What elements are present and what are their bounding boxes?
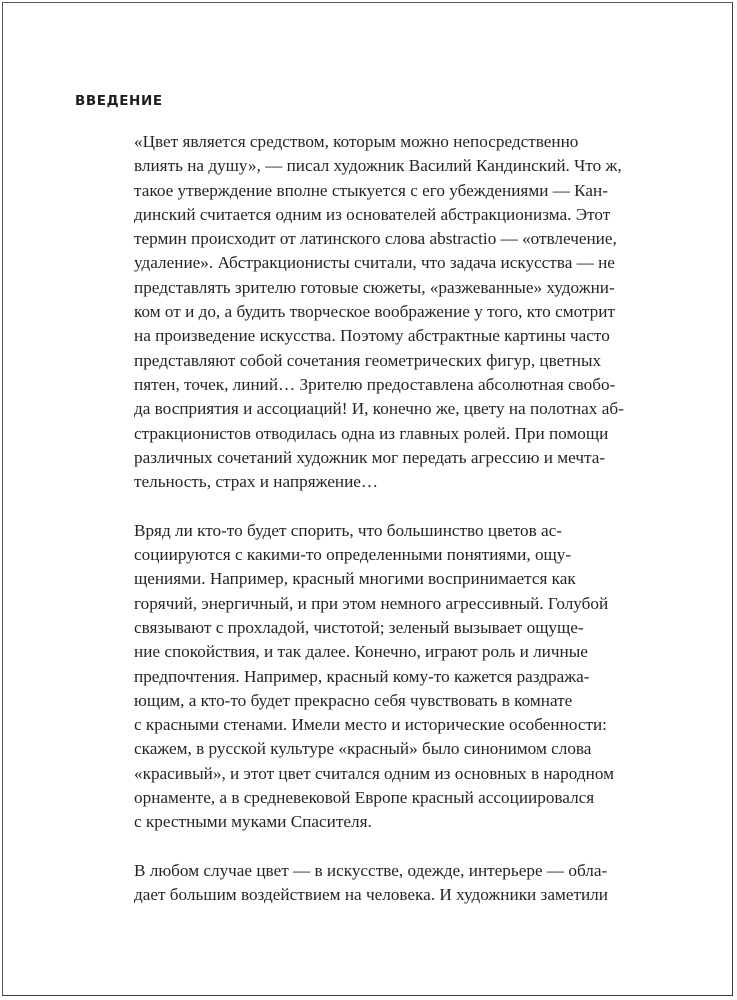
text-line: ющим, а кто-то будет прекрасно себя чувствовать в комнате xyxy=(134,690,573,710)
text-line: да восприятия и ассоциаций! И, конечно же, цвету на полотнах аб- xyxy=(134,399,624,419)
text-line: орнаменте, а в средневековой Европе красный ассоциировался xyxy=(134,788,595,808)
text-line: различных сочетаний художник мог передать агрессию и мечта- xyxy=(134,447,606,467)
text-line: представляют собой сочетания геометрических фигур, цветных xyxy=(134,350,602,370)
body-text xyxy=(134,130,634,932)
text-line: предпочтения. Например, красный кому-то кажется раздража- xyxy=(134,666,590,686)
text-line: щениями. Например, красный многими воспринимается как xyxy=(134,569,576,589)
text-line: ком от и до, а будить творческое воображение у того, кто смотрит xyxy=(134,302,615,322)
text-line: «красивый», и этот цвет считался одним из основных в народном xyxy=(134,763,614,783)
text-line: «Цвет является средством, которым можно непосредственно xyxy=(134,132,579,151)
text-line: с крестными муками Спасителя. xyxy=(134,812,372,832)
text-line: скажем, в русской культуре «красный» было синонимом слова xyxy=(134,739,592,759)
section-heading: ВВЕДЕНИЕ xyxy=(75,93,163,109)
text-line: связывают с прохладой, чистотой; зеленый вызывает ощуще- xyxy=(134,617,584,637)
text-line: социируются с какими-то определенными понятиями, ощу- xyxy=(134,545,572,565)
text-line: на произведение искусства. Поэтому абстрактные картины часто xyxy=(134,326,610,346)
text-line: с красными стенами. Имели место и исторические особенности: xyxy=(134,715,607,735)
text-line: представлять зрителю готовые сюжеты, «разжеванные» художни- xyxy=(134,277,615,297)
text-line: дает большим воздействием на человека. И художники заметили xyxy=(134,885,608,905)
text-line: тельность, страх и напряжение… xyxy=(134,472,379,492)
paragraph-2 xyxy=(134,519,634,835)
paragraph-1 xyxy=(134,130,634,494)
text-line: такое утверждение вполне стыкуется с его убеждениями — Кан- xyxy=(134,180,608,200)
text-line: пятен, точек, линий… Зрителю предоставлена абсолютная свобо- xyxy=(134,374,616,394)
text-line: горячий, энергичный, и при этом немного агрессивный. Голубой xyxy=(134,593,609,613)
text-line: динский считается одним из основателей абстракционизма. Этот xyxy=(134,204,611,224)
book-page xyxy=(2,2,733,996)
text-line: Вряд ли кто-то будет спорить, что большинство цветов ас- xyxy=(134,520,563,540)
text-line: В любом случае цвет — в искусстве, одежде, интерьере — обла- xyxy=(134,860,608,880)
text-line: стракционистов отводилась одна из главных ролей. При помощи xyxy=(134,423,609,443)
text-line: термин происходит от латинского слова abstractio — «отвлечение, xyxy=(134,229,617,249)
paragraph-3 xyxy=(134,859,634,908)
text-line: влиять на душу», — писал художник Василий Кандинский. Что ж, xyxy=(134,156,622,176)
text-line: удаление». Абстракционисты считали, что задача искусства — не xyxy=(134,253,615,273)
text-line: ние спокойствия, и так далее. Конечно, играют роль и личные xyxy=(134,642,588,662)
